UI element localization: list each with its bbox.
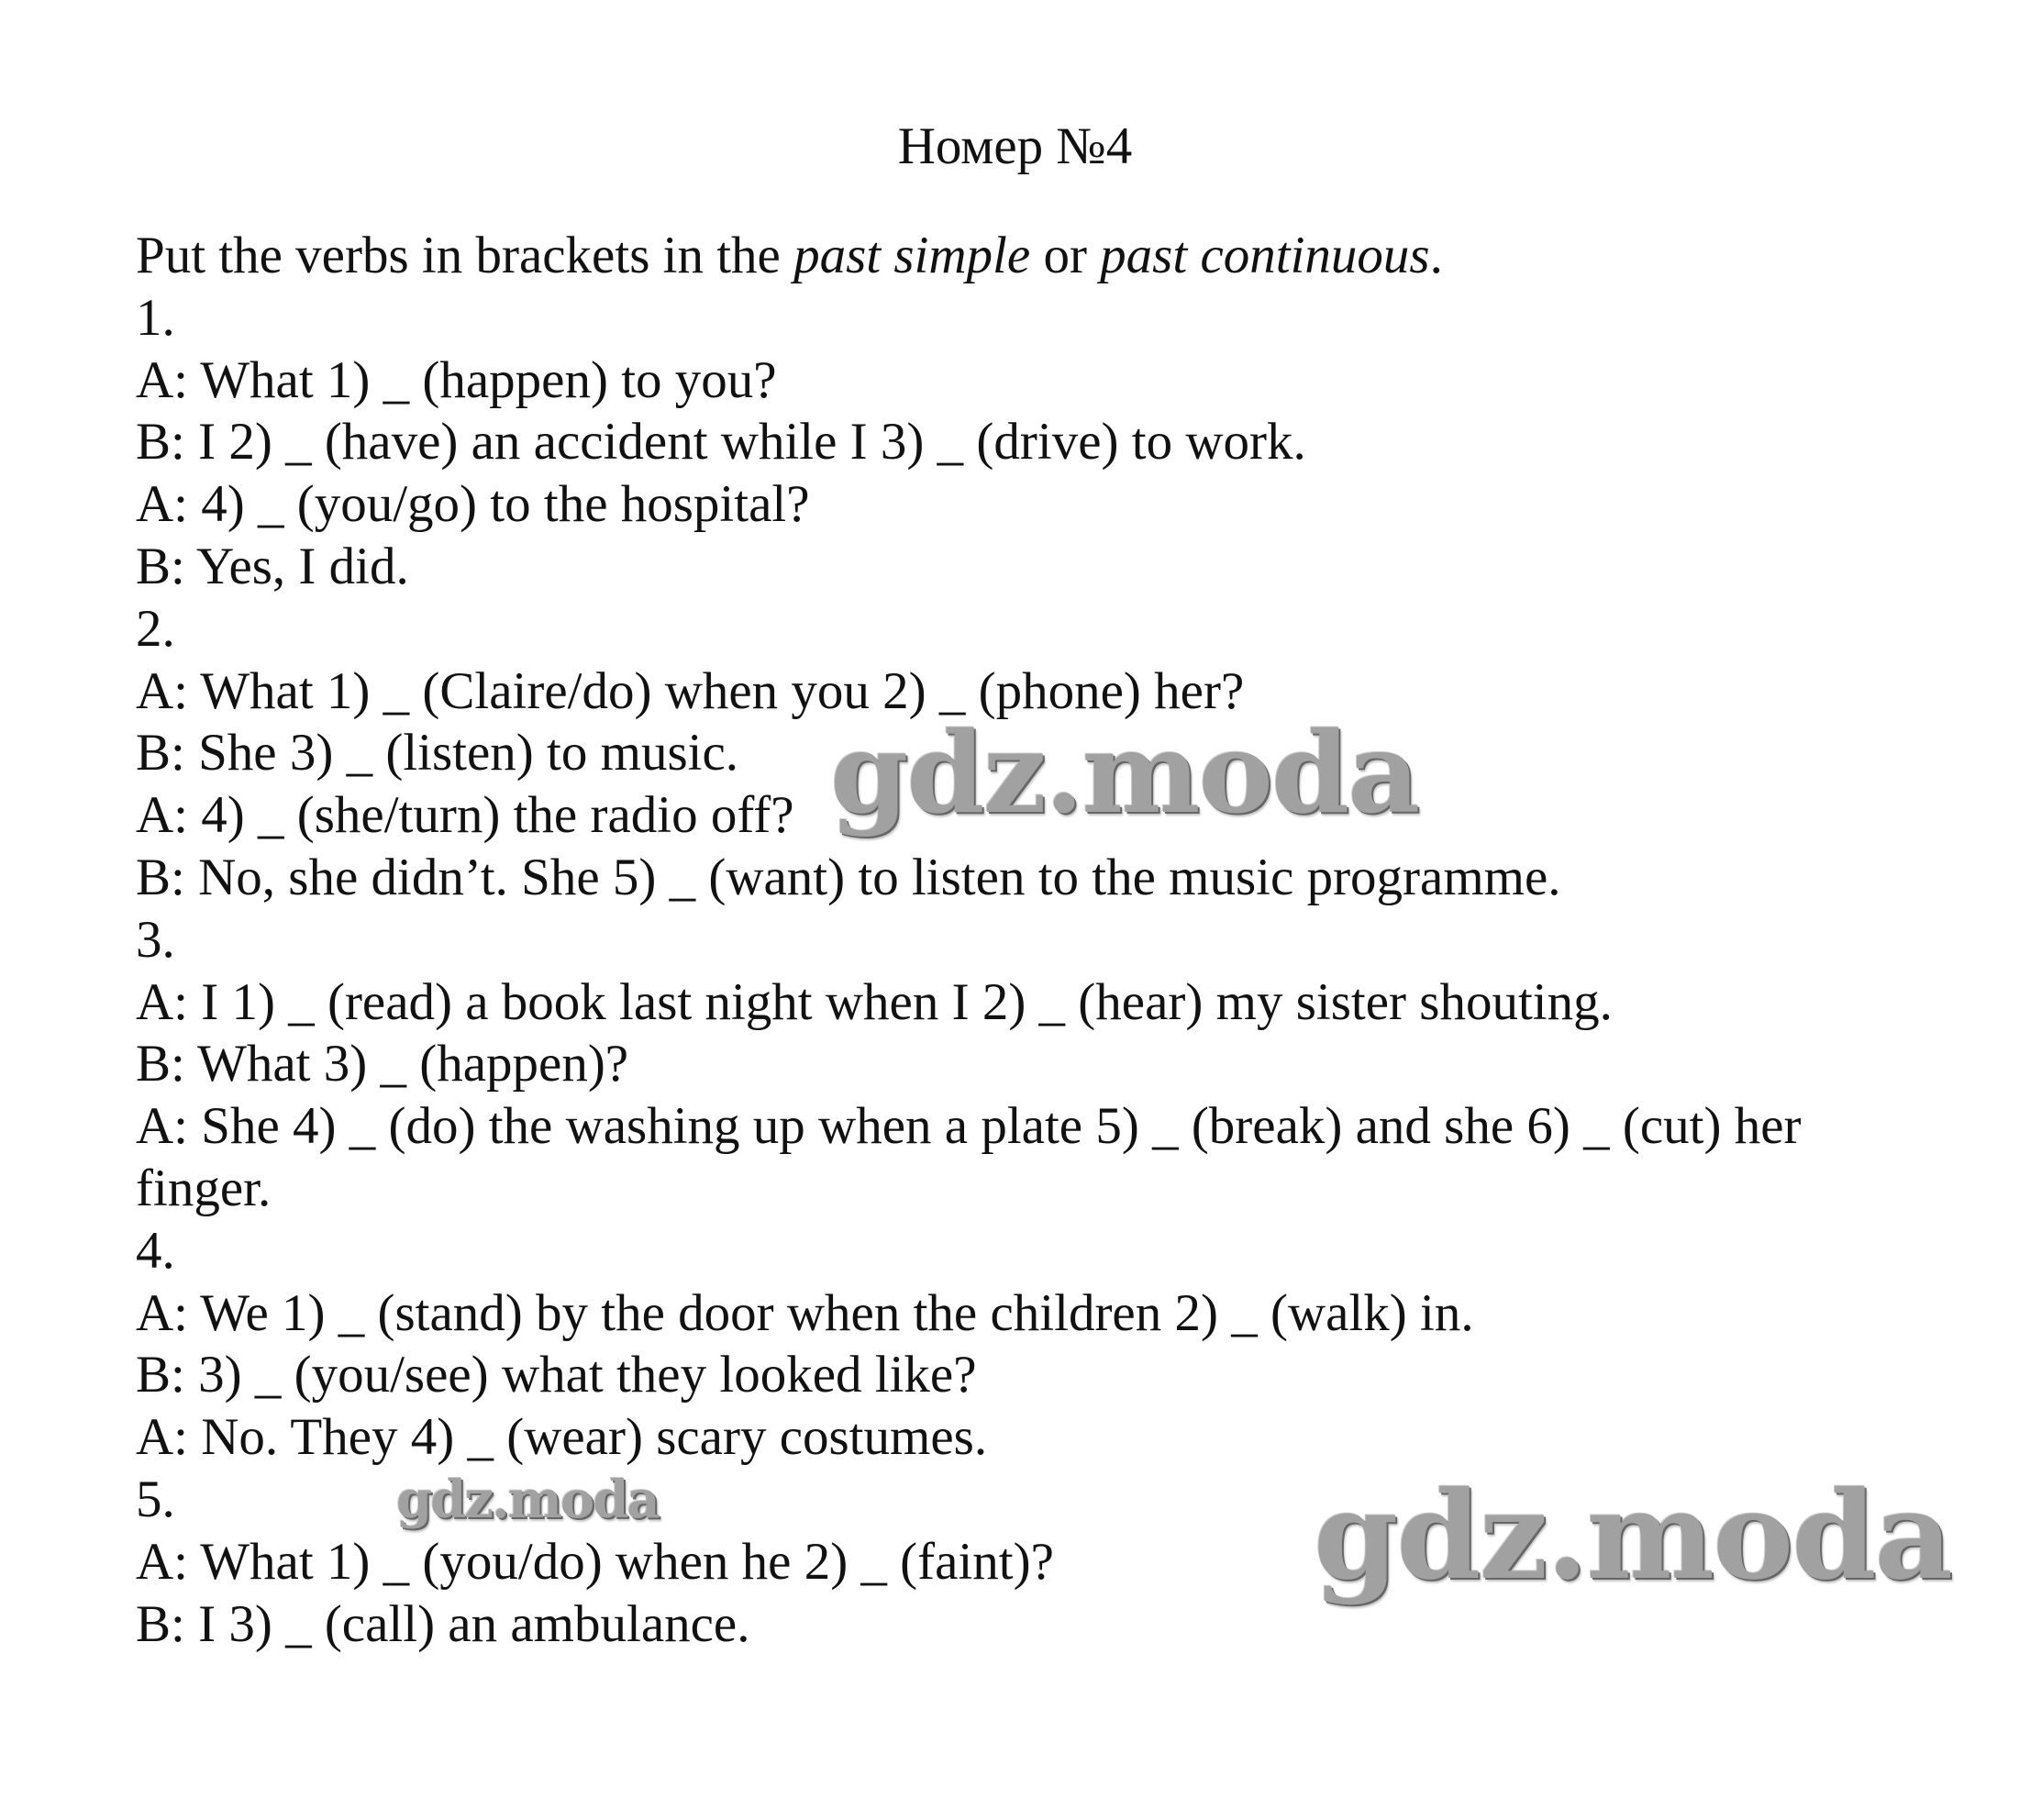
dialogue-line: A: I 1) _ (read) a book last night when I 2) _ (hear) my sister shouting. <box>136 972 1613 1031</box>
watermark-logo: gdz.moda <box>830 706 1419 838</box>
instruction-suffix: . <box>1429 227 1443 284</box>
dialogue-line: A: We 1) _ (stand) by the door when the children 2) _ (walk) in. <box>136 1283 1474 1342</box>
instruction-term-past-simple: past simple <box>793 227 1031 284</box>
watermark-logo: gdz.moda <box>1314 1465 1952 1607</box>
dialogue-line: A: What 1) _ (you/do) when he 2) _ (faint)? <box>136 1532 1054 1591</box>
dialogue-line: B: No, she didn’t. She 5) _ (want) to listen to the music programme. <box>136 848 1561 906</box>
dialogue-line: B: 3) _ (you/see) what they looked like? <box>136 1346 977 1404</box>
exercise-number: 4. <box>136 1221 175 1280</box>
dialogue-line: A: 4) _ (you/go) to the hospital? <box>136 475 810 534</box>
dialogue-line: A: She 4) _ (do) the washing up when a plate 5) _ (break) and she 6) _ (cut) her finger. <box>136 1097 1802 1217</box>
instruction-middle: or <box>1030 227 1101 284</box>
instruction-prefix: Put the verbs in brackets in the <box>136 227 794 284</box>
dialogue-line: A: What 1) _ (Claire/do) when you 2) _ (phone) her? <box>136 661 1245 720</box>
instruction-term-past-continuous: past continuous <box>1100 227 1430 284</box>
instruction <box>136 225 1934 287</box>
exercise-number: 5. <box>136 1470 175 1528</box>
dialogue-line: B: She 3) _ (listen) to music. <box>136 724 739 782</box>
dialogue-line: B: Yes, I did. <box>136 537 409 595</box>
exercise-number: 3. <box>136 910 175 969</box>
dialogue-line: B: I 3) _ (call) an ambulance. <box>136 1594 750 1653</box>
dialogue-line: A: 4) _ (she/turn) the radio off? <box>136 786 794 845</box>
dialogue-line: A: No. They 4) _ (wear) scary costumes. <box>136 1408 988 1467</box>
exercise-number: 2. <box>136 599 175 658</box>
dialogue-line: B: I 2) _ (have) an accident while I 3) _ (drive) to work. <box>136 413 1306 472</box>
watermark-logo: gdz.moda <box>396 1470 659 1530</box>
dialogue-line: B: What 3) _ (happen)? <box>136 1035 629 1093</box>
exercise-number: 1. <box>136 288 175 347</box>
dialogue-line: A: What 1) _ (happen) to you? <box>136 350 777 409</box>
exercise-body <box>136 225 1934 1655</box>
page-title: Номер №4 <box>897 117 1133 175</box>
